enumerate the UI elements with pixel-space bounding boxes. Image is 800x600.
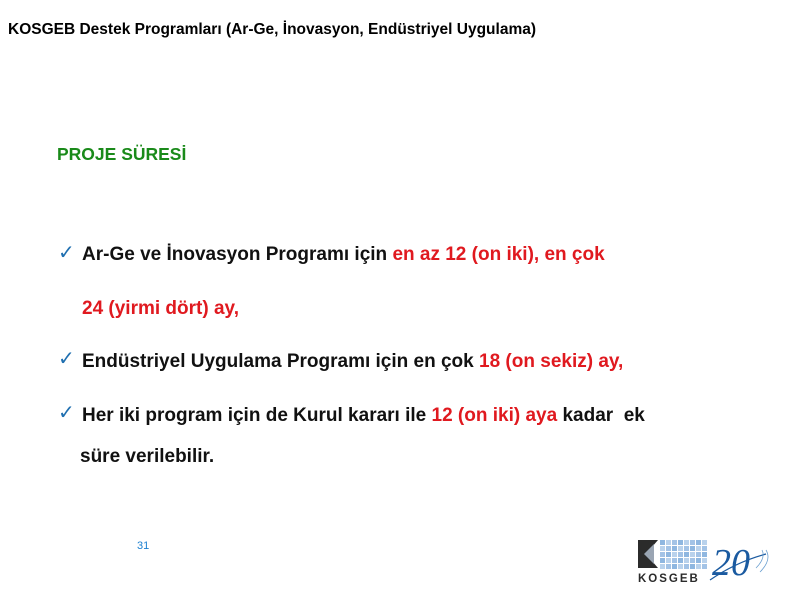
logo-grid-cell	[666, 552, 671, 557]
logo-grid-cell	[696, 564, 701, 569]
logo-grid-cell	[666, 558, 671, 563]
logo-grid-cell	[678, 564, 683, 569]
section-heading: PROJE SÜRESİ	[57, 144, 187, 164]
logo-grid	[660, 540, 707, 569]
logo-grid-cell	[702, 558, 707, 563]
bullet-highlight: 24 (yirmi dört) ay,	[82, 298, 239, 319]
logo-swirl-icon	[756, 550, 768, 572]
logo-anniversary-number: 20	[712, 542, 750, 584]
bullet-3-line-2	[80, 446, 214, 468]
page-number: 31	[137, 540, 150, 552]
logo-grid-cell	[672, 564, 677, 569]
bullet-text: Ar-Ge ve İnovasyon Programı için	[82, 244, 393, 265]
bullet-2-line-1	[82, 351, 623, 373]
kosgeb-k-mark-icon	[638, 540, 658, 568]
logo-grid-cell	[702, 546, 707, 551]
bullet-highlight: en az 12 (on iki), en çok	[392, 244, 605, 265]
logo-grid-cell	[684, 546, 689, 551]
slide-title: KOSGEB Destek Programları (Ar-Ge, İnovasyon, Endüstriyel Uygulama)	[8, 21, 537, 38]
logo-grid-cell	[666, 546, 671, 551]
logo-grid-cell	[672, 546, 677, 551]
bullet-1-line-2	[82, 298, 239, 320]
logo-grid-cell	[696, 552, 701, 557]
logo-wordmark: KOSGEB	[638, 573, 700, 585]
logo-grid-cell	[660, 546, 665, 551]
bullet-text: kadar ek	[557, 405, 645, 426]
checkmark-icon: ✓	[58, 348, 75, 370]
logo-grid-cell	[660, 540, 665, 545]
logo-grid-cell	[702, 552, 707, 557]
logo-grid-cell	[702, 540, 707, 545]
logo-grid-cell	[684, 564, 689, 569]
bullet-text: Her iki program için de Kurul kararı ile	[82, 405, 432, 426]
logo-grid-cell	[678, 552, 683, 557]
bullet-1-line-1	[82, 244, 605, 266]
logo-grid-cell	[684, 540, 689, 545]
logo-grid-cell	[672, 540, 677, 545]
logo-grid-cell	[660, 564, 665, 569]
logo-grid-cell	[672, 558, 677, 563]
logo-grid-cell	[690, 558, 695, 563]
logo-grid-cell	[666, 564, 671, 569]
logo-grid-cell	[684, 552, 689, 557]
checkmark-icon: ✓	[58, 242, 75, 264]
logo-grid-cell	[702, 564, 707, 569]
logo-grid-cell	[672, 552, 677, 557]
bullet-highlight: 18 (on sekiz) ay,	[479, 351, 624, 372]
logo-grid-cell	[690, 540, 695, 545]
logo-grid-cell	[678, 558, 683, 563]
bullet-text: süre verilebilir.	[80, 446, 215, 467]
bullet-highlight: 12 (on iki) aya	[431, 405, 558, 426]
bullet-text: Endüstriyel Uygulama Programı için en çok	[82, 351, 480, 372]
logo-grid-cell	[678, 540, 683, 545]
logo-grid-cell	[690, 546, 695, 551]
logo-grid-cell	[660, 558, 665, 563]
logo-grid-cell	[696, 558, 701, 563]
logo-grid-cell	[696, 540, 701, 545]
logo-grid-cell	[684, 558, 689, 563]
checkmark-icon: ✓	[58, 402, 75, 424]
logo-grid-cell	[690, 552, 695, 557]
logo-grid-cell	[678, 546, 683, 551]
logo-grid-cell	[696, 546, 701, 551]
logo-grid-cell	[666, 540, 671, 545]
bullet-3-line-1	[82, 405, 645, 427]
kosgeb-logo	[636, 538, 794, 586]
logo-grid-cell	[690, 564, 695, 569]
logo-grid-cell	[660, 552, 665, 557]
